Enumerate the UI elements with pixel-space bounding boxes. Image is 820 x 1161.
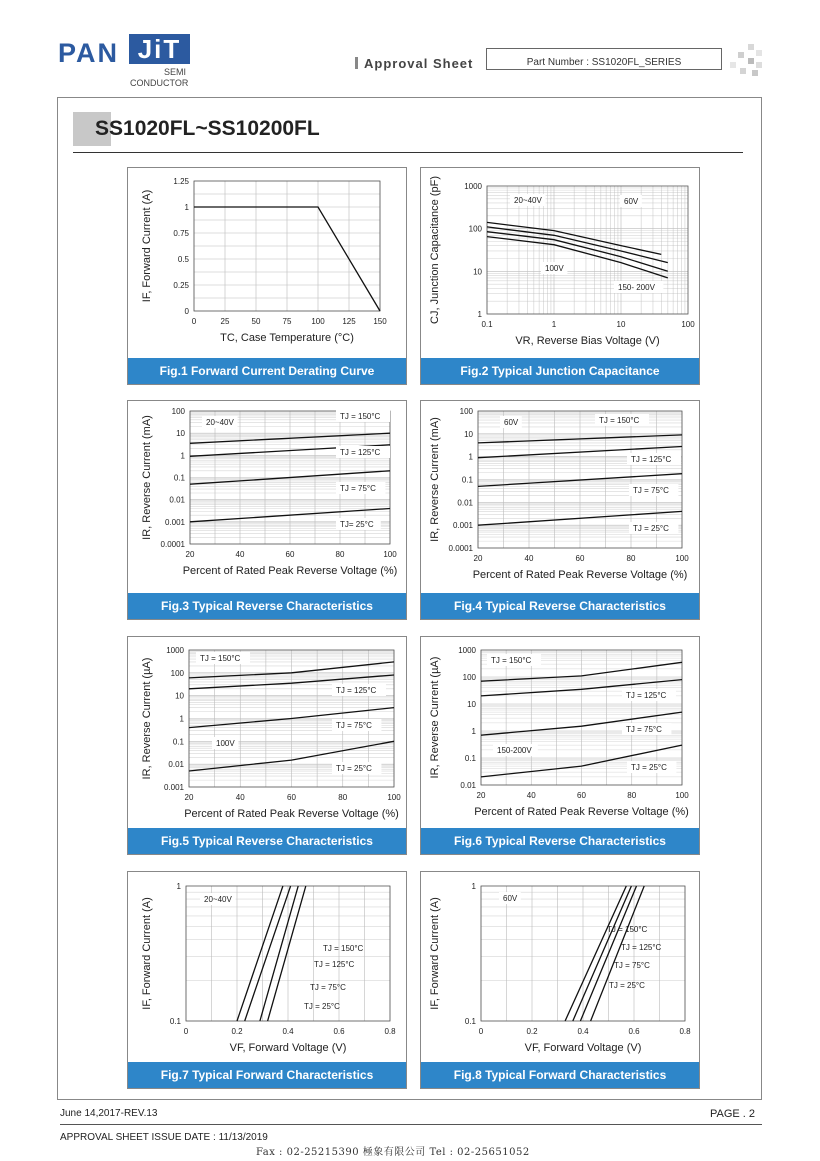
annotation-label: TJ = 150°C — [607, 925, 648, 934]
x-tick-label: 100 — [681, 320, 695, 329]
y-tick-label: 0.75 — [173, 229, 189, 238]
y-tick-label: 0.01 — [457, 498, 473, 508]
annotation-label: TJ = 125°C — [631, 455, 672, 464]
y-tick-label: 1.25 — [173, 177, 189, 186]
figure-4 — [420, 400, 700, 620]
x-tick-label: 0.1 — [481, 320, 493, 329]
x-axis-label: Percent of Rated Peak Reverse Voltage (%) — [474, 806, 689, 818]
page-title: SS1020FL~SS10200FL — [95, 117, 320, 140]
annotation-label: TJ = 125°C — [314, 960, 355, 969]
annotation-label: TJ = 75°C — [340, 484, 376, 493]
chart-5 — [128, 637, 408, 830]
annotation-label: 20~40V — [206, 418, 234, 427]
x-tick-label: 150 — [373, 317, 387, 326]
y-tick-label: 1 — [477, 310, 482, 319]
y-tick-label: 10 — [467, 700, 476, 709]
annotation-label: TJ = 150°C — [599, 416, 640, 425]
x-tick-label: 0.4 — [577, 1027, 589, 1036]
annotation-label: TJ = 25°C — [633, 524, 669, 533]
x-tick-label: 60 — [287, 793, 296, 802]
y-axis-label: IR, Reverse Current (µA) — [141, 657, 153, 780]
footer-rule — [60, 1124, 762, 1125]
x-tick-label: 60 — [577, 791, 586, 800]
y-tick-label: 0.1 — [461, 475, 473, 485]
figure-6 — [420, 636, 700, 855]
figure-caption: Fig.3 Typical Reverse Characteristics — [128, 593, 406, 619]
chart-1 — [128, 168, 408, 360]
footer-page: PAGE . 2 — [710, 1108, 756, 1120]
y-tick-label: 0.01 — [168, 760, 184, 770]
x-tick-label: 100 — [675, 791, 689, 800]
logo-pan: PAN — [58, 38, 120, 68]
figure-caption: Fig.8 Typical Forward Characteristics — [421, 1062, 699, 1088]
y-tick-label: 0.0001 — [160, 540, 185, 549]
figure-caption: Fig.4 Typical Reverse Characteristics — [421, 593, 699, 619]
y-tick-label: 100 — [171, 407, 185, 416]
y-tick-label: 0.1 — [464, 754, 476, 763]
x-tick-label: 40 — [524, 554, 534, 563]
annotation-label: TJ = 125°C — [621, 943, 662, 952]
y-tick-label: 0.01 — [460, 781, 476, 790]
y-tick-label: 0.001 — [164, 517, 185, 527]
chart-8 — [421, 872, 701, 1064]
x-tick-label: 100 — [383, 550, 397, 559]
y-tick-label: 0.1 — [173, 473, 185, 483]
x-axis-label: Percent of Rated Peak Reverse Voltage (%) — [472, 569, 688, 581]
logo-semi: SEMI — [164, 67, 187, 77]
x-tick-label: 75 — [282, 317, 292, 326]
gridlines — [481, 886, 685, 1021]
y-axis-label: IR, Reverse Current (mA) — [141, 415, 153, 540]
x-axis-label: Percent of Rated Peak Reverse Voltage (%) — [184, 808, 399, 820]
y-tick-label: 0.25 — [173, 281, 189, 290]
annotation-label: TJ = 75°C — [336, 721, 372, 730]
x-axis-label: VF, Forward Voltage (V) — [524, 1042, 642, 1054]
x-tick-label: 0 — [191, 317, 197, 326]
x-tick-label: 80 — [626, 554, 636, 563]
approval-sheet-label: Approval Sheet — [355, 56, 473, 71]
y-tick-label: 1 — [180, 451, 185, 461]
y-tick-label: 1 — [468, 452, 473, 462]
y-tick-label: 10 — [464, 429, 473, 439]
y-tick-label: 100 — [170, 668, 184, 678]
x-tick-label: 0 — [183, 1027, 189, 1036]
y-axis-label: IR, Reverse Current (mA) — [429, 417, 441, 542]
annotation-label: 150- 200V — [618, 283, 655, 292]
annotation-label: TJ = 25°C — [631, 763, 667, 772]
annotation-label: TJ = 150°C — [340, 412, 381, 421]
x-tick-label: 80 — [338, 793, 348, 802]
y-tick-label: 0.1 — [464, 1017, 476, 1026]
annotation-label: 100V — [545, 264, 564, 273]
annotation-label: 60V — [503, 894, 518, 903]
y-tick-label: 1000 — [458, 646, 476, 655]
annotation-label: TJ = 125°C — [340, 448, 381, 457]
gridlines — [194, 181, 380, 311]
y-tick-label: 0.001 — [452, 521, 473, 531]
annotation-label: TJ = 75°C — [614, 961, 650, 970]
figure-caption: Fig.2 Typical Junction Capacitance — [421, 358, 699, 384]
footer-date: June 14,2017-REV.13 — [60, 1108, 158, 1119]
x-tick-label: 80 — [335, 550, 345, 559]
x-tick-label: 0.2 — [231, 1027, 243, 1036]
annotation-label: TJ = 125°C — [336, 686, 377, 695]
annotation-label: 60V — [504, 418, 519, 427]
annotation-label: TJ = 150°C — [491, 656, 532, 665]
x-tick-label: 20 — [185, 550, 195, 559]
series-line — [268, 886, 306, 1021]
y-tick-label: 1 — [176, 882, 181, 891]
y-tick-label: 10 — [175, 691, 184, 701]
y-tick-label: 1 — [184, 203, 189, 212]
x-tick-label: 10 — [616, 320, 626, 329]
x-tick-label: 0.8 — [679, 1027, 691, 1036]
x-axis-label: VF, Forward Voltage (V) — [229, 1042, 347, 1054]
y-tick-label: 0 — [184, 307, 189, 316]
series-line — [245, 886, 291, 1021]
x-tick-label: 125 — [342, 317, 356, 326]
figure-caption: Fig.6 Typical Reverse Characteristics — [421, 828, 699, 854]
x-tick-label: 50 — [251, 317, 261, 326]
x-tick-label: 100 — [311, 317, 325, 326]
x-tick-label: 0.8 — [384, 1027, 396, 1036]
annotation-label: TJ = 75°C — [310, 983, 346, 992]
figure-caption: Fig.7 Typical Forward Characteristics — [128, 1062, 406, 1088]
x-tick-label: 40 — [526, 791, 536, 800]
x-tick-label: 0.6 — [333, 1027, 345, 1036]
x-tick-label: 0.4 — [282, 1027, 294, 1036]
annotation-label: TJ = 75°C — [633, 486, 669, 495]
y-tick-label: 0.5 — [177, 255, 189, 264]
y-axis-label: IF, Forward Current (A) — [141, 897, 153, 1010]
x-tick-label: 100 — [675, 554, 689, 563]
chart-2 — [421, 168, 701, 360]
y-tick-label: 1000 — [166, 646, 184, 655]
annotation-label: TJ = 25°C — [609, 981, 645, 990]
y-tick-label: 0.1 — [169, 1017, 181, 1026]
x-tick-label: 25 — [220, 317, 230, 326]
y-axis-label: IF, Forward Current (A) — [429, 897, 441, 1010]
series-line — [237, 886, 283, 1021]
gridlines — [186, 886, 390, 1021]
x-tick-label: 20 — [476, 791, 486, 800]
logo-jit: JiT — [129, 34, 190, 64]
y-tick-label: 1 — [471, 882, 476, 891]
x-tick-label: 0.2 — [526, 1027, 538, 1036]
x-tick-label: 100 — [387, 793, 401, 802]
x-tick-label: 60 — [575, 554, 585, 563]
annotation-label: 20~40V — [514, 196, 542, 205]
y-tick-label: 100 — [459, 407, 473, 416]
annotation-label: 60V — [624, 197, 639, 206]
figure-5 — [127, 636, 407, 855]
annotation-label: TJ = 150°C — [323, 944, 364, 953]
series-line — [573, 886, 632, 1021]
footer-issue-date: APPROVAL SHEET ISSUE DATE : 11/13/2019 — [60, 1132, 268, 1143]
figure-caption: Fig.5 Typical Reverse Characteristics — [128, 828, 406, 854]
annotation-label: TJ = 150°C — [200, 654, 241, 663]
x-tick-label: 40 — [235, 793, 245, 802]
annotation-label: TJ = 75°C — [626, 725, 662, 734]
chart-4 — [421, 401, 701, 595]
y-axis-label: IR, Reverse Current (µA) — [429, 656, 441, 779]
title-rule — [73, 152, 743, 153]
y-tick-label: 0.0001 — [448, 544, 473, 553]
x-tick-label: 0 — [478, 1027, 484, 1036]
figure-8 — [420, 871, 700, 1089]
figure-3 — [127, 400, 407, 620]
annotation-label: TJ = 25°C — [336, 764, 372, 773]
x-axis-label: TC, Case Temperature (°C) — [220, 332, 354, 344]
x-tick-label: 20 — [473, 554, 483, 563]
y-tick-label: 0.1 — [172, 737, 184, 747]
logo-conductor: CONDUCTOR — [130, 78, 189, 88]
y-tick-label: 1 — [471, 727, 476, 736]
figure-2 — [420, 167, 700, 385]
y-tick-label: 10 — [473, 267, 482, 277]
chart-7 — [128, 872, 408, 1064]
annotation-label: TJ= 25°C — [340, 520, 374, 529]
y-tick-label: 100 — [462, 673, 476, 682]
annotation-label: 150-200V — [497, 746, 532, 755]
figure-caption: Fig.1 Forward Current Derating Curve — [128, 358, 406, 384]
y-axis-label: IF, Forward Current (A) — [141, 189, 153, 303]
series-line — [487, 237, 668, 278]
x-tick-label: 20 — [184, 793, 194, 802]
series-line — [487, 227, 668, 263]
y-tick-label: 1000 — [464, 182, 482, 191]
x-tick-label: 80 — [627, 791, 637, 800]
annotation-label: TJ = 125°C — [626, 691, 667, 700]
y-tick-label: 100 — [468, 224, 482, 234]
x-axis-label: Percent of Rated Peak Reverse Voltage (%) — [182, 565, 398, 577]
decorative-squares-icon — [726, 42, 766, 80]
annotation-label: TJ = 25°C — [304, 1002, 340, 1011]
y-tick-label: 10 — [176, 429, 185, 439]
x-axis-label: VR, Reverse Bias Voltage (V) — [515, 335, 660, 347]
x-tick-label: 0.6 — [628, 1027, 640, 1036]
y-axis-label: CJ, Junction Capacitance (pF) — [429, 176, 441, 324]
y-tick-label: 0.001 — [163, 783, 184, 792]
chart-3 — [128, 401, 408, 595]
annotation-label: 20~40V — [204, 895, 232, 904]
footer-contact: Fax : 02-25215390 極象有限公司 Tel : 02-25651052 — [256, 1147, 530, 1158]
x-tick-label: 1 — [551, 320, 557, 329]
figure-7 — [127, 871, 407, 1089]
annotation-label: 100V — [216, 739, 235, 748]
chart-6 — [421, 637, 701, 830]
x-tick-label: 40 — [235, 550, 245, 559]
figure-1 — [127, 167, 407, 385]
part-number: Part Number : SS1020FL_SERIES — [486, 48, 722, 70]
series-line — [260, 886, 298, 1021]
y-tick-label: 1 — [179, 714, 184, 724]
x-tick-label: 60 — [285, 550, 295, 559]
y-tick-label: 0.01 — [169, 495, 185, 505]
